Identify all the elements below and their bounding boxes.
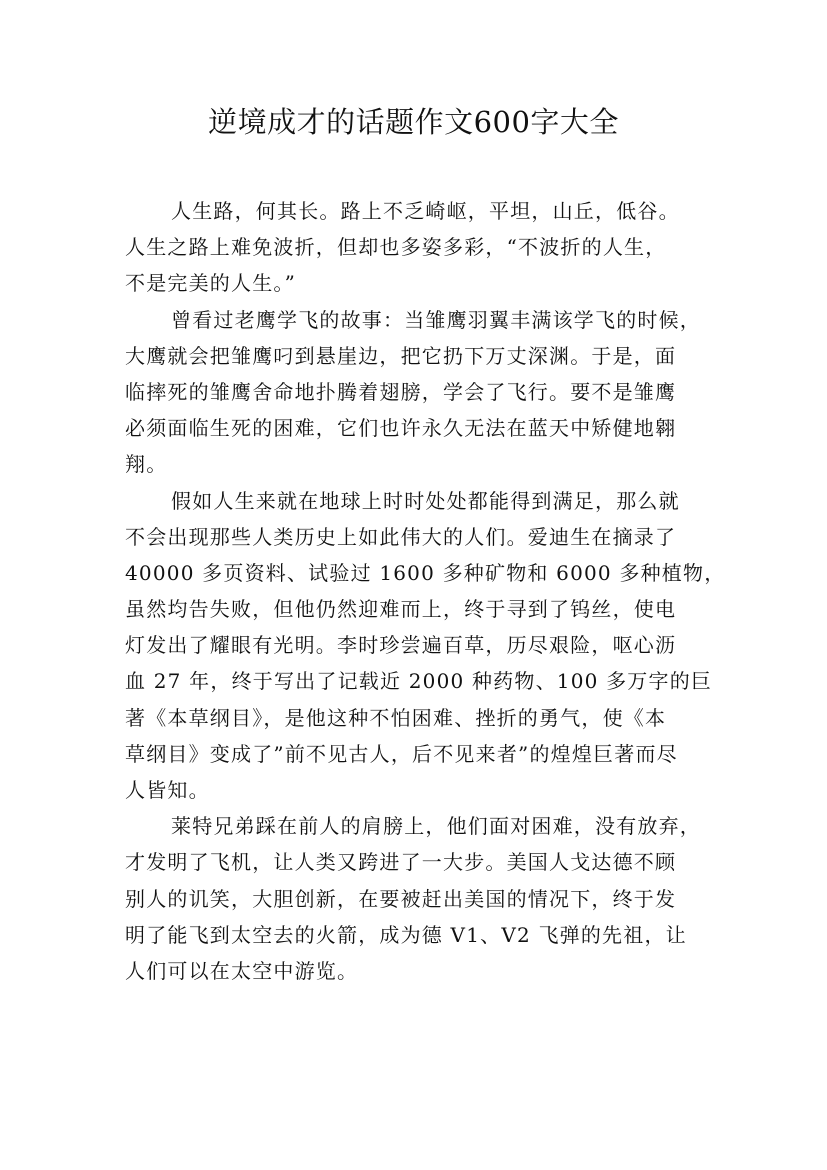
text-line: 必须面临生死的困难，它们也许永久无法在蓝天中矫健地翱 [125,416,677,441]
text-line: 明了能飞到太空去的火箭，成为德 V1、V2 飞弹的先祖，让 [125,922,687,947]
text-line: 曾看过老鹰学飞的故事：当雏鹰羽翼丰满该学飞的时候， [171,307,701,332]
article-body [125,193,725,989]
text-line: 不是完美的人生。” [125,271,297,296]
text-line: 人生之路上难免波折，但却也多姿多彩，“不波折的人生， [125,235,667,260]
text-line: 才发明了飞机，让人类又跨进了一大步。美国人戈达德不顾 [125,850,677,875]
text-line: 灯发出了耀眼有光明。李时珍尝遍百草，历尽艰险，呕心沥 [125,633,677,658]
text-line: 人生路，何其长。路上不乏崎岖，平坦，山丘，低谷。 [171,199,680,223]
text-line: 草纲目》变成了”前不见古人，后不见来者”的煌煌巨著而尽 [125,741,678,766]
text-line: 不会出现那些人类历史上如此伟大的人们。爱迪生在摘录了 [125,524,677,549]
text-line: 临摔死的雏鹰舍命地扑腾着翅膀，学会了飞行。要不是雏鹰 [125,379,677,404]
text-line: 翔。 [125,452,168,477]
text-line: 著《本草纲目》，是他这种不怕困难、挫折的勇气，使《本 [125,705,667,730]
text-line: 别人的讥笑，大胆创新，在要被赶出美国的情况下，终于发 [125,886,677,911]
text-line: 血 27 年，终于写出了记载近 2000 种药物、100 多万字的巨 [125,669,713,694]
text-line: 40000 多页资料、试验过 1600 多种矿物和 6000 多种植物， [125,560,726,585]
text-line: 人们可以在太空中游览。 [125,958,359,983]
page-title: 逆境成才的话题作文600字大全 [208,105,619,139]
text-line: 大鹰就会把雏鹰叼到悬崖边，把它扔下万丈深渊。于是，面 [125,343,677,368]
text-line: 假如人生来就在地球上时时处处都能得到满足，那么就 [171,488,680,513]
text-line: 人皆知。 [125,778,210,802]
text-line: 虽然均告失败，但他仍然迎难而上，终于寻到了钨丝，使电 [125,597,677,622]
text-line: 莱特兄弟踩在前人的肩膀上，他们面对困难，没有放弃， [171,814,701,839]
